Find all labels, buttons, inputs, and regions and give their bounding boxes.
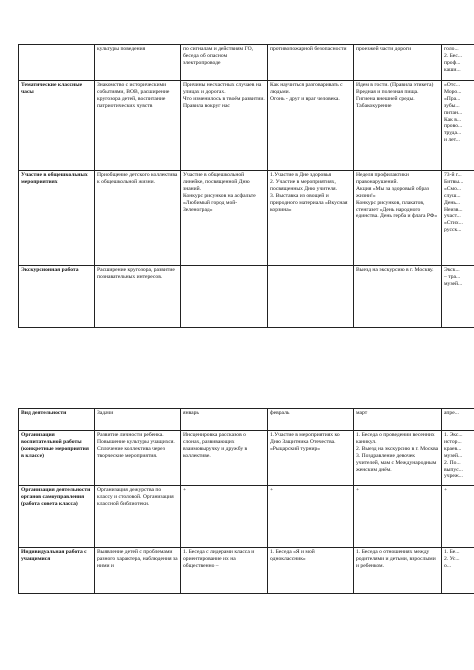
table-cell: Расширение кругозора, развитие познавательных интересов.: [95, 266, 181, 328]
column-header: март: [354, 409, 442, 431]
table-cell: Инсценировка рассказов о слонах, развивающих взаимовыручку и дружбу в коллективе.: [181, 431, 268, 486]
row-header: Индивидуальная работа с учащимися: [19, 548, 95, 594]
table-cell: Экск... – тра... музей...: [442, 266, 474, 328]
table-row: [19, 431, 474, 486]
table-row: [19, 45, 474, 81]
table-row: [19, 548, 474, 594]
table-cell: Развитие личности ребенка. Повышение культуры учащихся. Сплочение коллектива через творческие мероприятия.: [95, 431, 181, 486]
table-cell: 1. Бе... 2. Ус... о...: [442, 548, 474, 594]
table-cell: +: [442, 486, 474, 548]
table-cell: +: [268, 486, 354, 548]
table-row: [19, 171, 474, 266]
table-cell: Неделя профилактики правонарушений. Акция «Мы за здоровый образ жизни!» Конкурс рисунков, плакатов, стенгазет «День народного единства. День герба и флага РФ»: [354, 171, 442, 266]
table-cell: +: [181, 486, 268, 548]
table-cell: «Отс... Моро... «Пра... зубы... питан... Как в... прово... труда... и лет...: [442, 81, 474, 171]
table-cell: 1.Участие в Дне здоровья 2. Участие в мероприятиях, посвященных Дню учителя. 3. Выставка из овощей и природного материала «Вкусная корзина»: [268, 171, 354, 266]
table-cell: 1. Беседа с лидерами класса и ориентирование их на общественно –: [181, 548, 268, 594]
table-cell: 73-й г... Битвы... «Смо... слуш... День... Неизв... участ... «Стих... русск...: [442, 171, 474, 266]
table-cell: +: [354, 486, 442, 548]
table-cell: Выезд на экскурсию в г. Москву.: [354, 266, 442, 328]
table-cell: 1. Беседа «Я и мой одноклассник»: [268, 548, 354, 594]
table-cell: Участие в общешкольной линейке, посвященной Дню знаний. Конкурс рисунков на асфальте «Любимый город мой- Зеленоград»: [181, 171, 268, 266]
table-cell: 1. Экс... истор... краев... музей... 2. По... выпус... учреж...: [442, 431, 474, 486]
table-cell: Как научиться разговаривать с людьми. Огонь - друг и враг человека.: [268, 81, 354, 171]
table-cell: [19, 45, 95, 81]
row-header: Тематические классные часы: [19, 81, 95, 171]
table-cell: голо... 2. Бес... проф... каши...: [442, 45, 474, 81]
table-cell: 1.Участие в мероприятиях ко Дню Защитника Отечества. «Рыцарский турнир»: [268, 431, 354, 486]
table-cell: Знакомство с историческими событиями, ВОВ, расширение кругозора детей, воспитание патриотических чувств: [95, 81, 181, 171]
table-cell: [181, 266, 268, 328]
row-header: Участие в общешкольных мероприятиях: [19, 171, 95, 266]
table-cell: 1. Беседа о проведении весенних каникул. 2. Выезд на экскурсию в г. Москва 3. Поздравление девочек учителей, мам с Международным женским днём.: [354, 431, 442, 486]
table-cell: Приобщение детского коллектива к общешкольной жизни.: [95, 171, 181, 266]
table-cell: 1. Беседа о отношениях между родителями и детьми, взрослыми и ребенком.: [354, 548, 442, 594]
table-header-row: [19, 409, 474, 431]
column-header: январь: [181, 409, 268, 431]
table-row: [19, 81, 474, 171]
plan-table-top: [18, 44, 474, 328]
plan-table-bottom: [18, 408, 474, 594]
table-cell: проезжей части дороги: [354, 45, 442, 81]
table-cell: Организация дежурства по классу и столовой. Организация классной библиотеки.: [95, 486, 181, 548]
column-header: апре...: [442, 409, 474, 431]
table-cell: противопожарной безопасности: [268, 45, 354, 81]
table-row: [19, 486, 474, 548]
column-header: Вид деятельности: [19, 409, 95, 431]
row-header: Организация деятельности органов самоуправления (работа совета класса): [19, 486, 95, 548]
table-cell: [268, 266, 354, 328]
table-row: [19, 266, 474, 328]
row-header: Организация воспитательной работы (конкретные мероприятия в классе): [19, 431, 95, 486]
row-header: Экскурсионная работа: [19, 266, 95, 328]
table-cell: Идем в гости. (Правила этикета) Вредная и полезная пища. Гигиена внешней среды. Табакокурение: [354, 81, 442, 171]
column-header: Задачи: [95, 409, 181, 431]
column-header: февраль: [268, 409, 354, 431]
table-cell: по сигналам и действиям ГО, беседа об опасном электропроводе: [181, 45, 268, 81]
table-cell: Выявление детей с проблемами разного характера, наблюдения за ними и: [95, 548, 181, 594]
table-cell: культуры поведения: [95, 45, 181, 81]
table-cell: Причины несчастных случаев на улицах и дорогах. Что изменилось в твоём развитии. Правила вокруг нас: [181, 81, 268, 171]
